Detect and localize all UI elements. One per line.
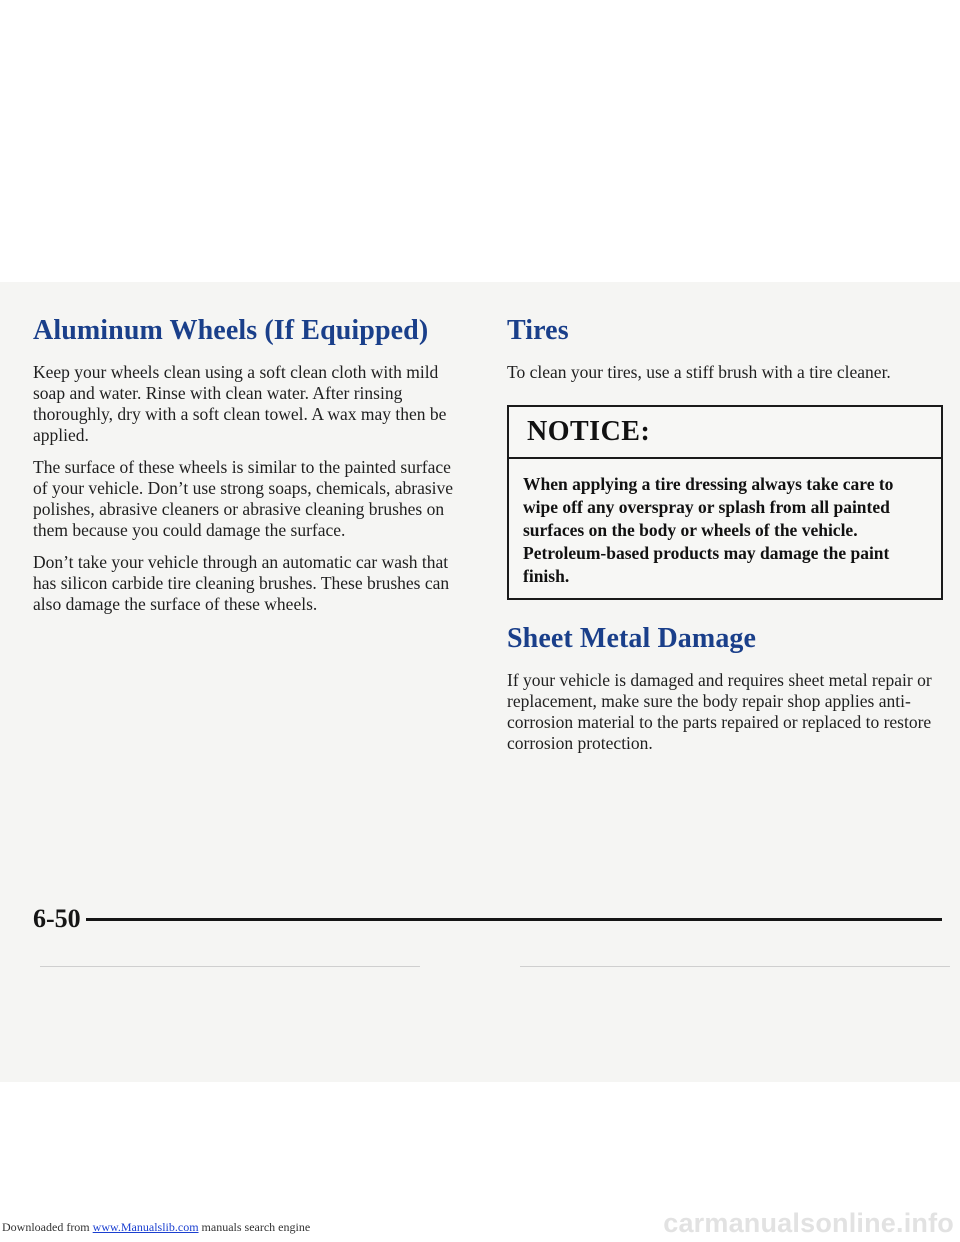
scan-faint-line-right xyxy=(520,966,950,967)
wheels-paragraph-1: Keep your wheels clean using a soft clean cloth with mild soap and water. Rinse with clean water. After rinsing thoroughly, dry with a soft clean towel. A wax may then be applied. xyxy=(33,362,447,445)
right-column xyxy=(507,314,947,765)
notice-text: When applying a tire dressing always take care to wipe off any overspray or splash from all painted surfaces on the body or wheels of the vehicle. Petroleum-based products may damage the paint finish. xyxy=(523,474,894,586)
wheels-paragraph-2: The surface of these wheels is similar to the painted surface of your vehicle. Don’t use strong soaps, chemicals, abrasive polishes, abrasive cleaners or abrasive cleaning brushes on them because you could damage the surface. xyxy=(33,457,454,540)
tires-heading: Tires xyxy=(507,315,569,346)
notice-header xyxy=(509,407,941,459)
left-column xyxy=(33,314,463,626)
sheet-metal-paragraph: If your vehicle is damaged and requires sheet metal repair or replacement, make sure the body repair shop applies anti-corrosion material to the parts repaired or replaced to restore corrosion protection. xyxy=(507,670,932,753)
notice-title: NOTICE: xyxy=(527,416,651,447)
page-number: 6-50 xyxy=(33,904,81,933)
watermark-text: carmanualsonline.info xyxy=(663,1208,954,1238)
footer-rule xyxy=(86,918,942,921)
sheet-metal-heading: Sheet Metal Damage xyxy=(507,623,757,654)
tires-paragraph: To clean your tires, use a stiff brush with a tire cleaner. xyxy=(507,362,891,382)
aluminum-wheels-heading: Aluminum Wheels (If Equipped) xyxy=(33,315,429,346)
download-footer xyxy=(2,1220,310,1235)
notice-box xyxy=(507,405,943,600)
scan-faint-line-left xyxy=(40,966,420,967)
download-prefix: Downloaded from xyxy=(2,1220,93,1234)
download-suffix: manuals search engine xyxy=(198,1220,311,1234)
manualslib-link[interactable]: www.Manualslib.com xyxy=(92,1220,199,1234)
sheet-metal-section xyxy=(507,622,947,754)
wheels-paragraph-3: Don’t take your vehicle through an automatic car wash that has silicon carbide tire cleaning brushes. These brushes can also damage the surface of these wheels. xyxy=(33,552,450,614)
